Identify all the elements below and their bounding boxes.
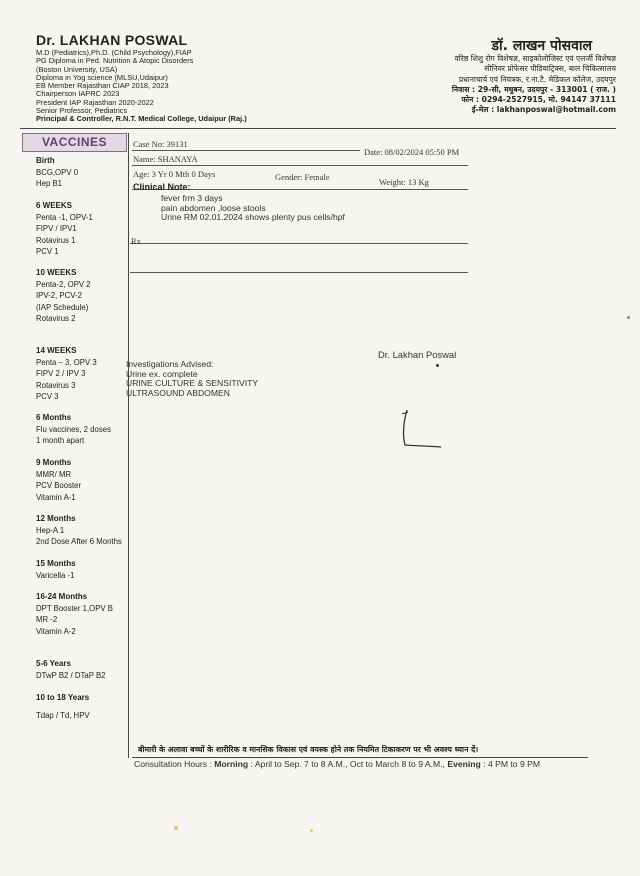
rx-rule [130, 272, 468, 273]
vaccine-item: PCV 3 [36, 392, 59, 401]
vaccine-item: PCV Booster [36, 481, 82, 490]
clinical-rule [130, 243, 468, 244]
doctor-qualifications [36, 49, 286, 124]
morning-label: Morning [214, 759, 249, 769]
clinical-note-title: Clinical Note: [133, 182, 191, 192]
vaccine-group-head: 12 Months [36, 514, 76, 523]
vaccine-group-head: Birth [36, 156, 55, 165]
signature-name: Dr. Lakhan Poswal [378, 349, 457, 360]
vaccine-item: Flu vaccines, 2 doses [36, 424, 111, 434]
qualification-line: Diploma in Yog science (MLSU,Udaipur) [36, 72, 168, 82]
morning-hours: : April to Sep. 7 to 8 A.M., Oct to March 8 to 9 A.M., [250, 759, 445, 769]
clinical-note-line: pain abdomen ,loose stools [161, 202, 266, 213]
evening-label: Evening [447, 759, 481, 769]
scan-speck [174, 826, 178, 830]
vaccine-group [36, 457, 81, 503]
investigation-item: URINE CULTURE & SENSITIVITY [126, 378, 259, 389]
qualification-line: EB Member Rajasthan CIAP 2018, 2023 [36, 81, 169, 91]
ink-dot [436, 364, 439, 367]
case-number: Case No: 39131 [133, 139, 188, 149]
patient-gender: Gender: Female [275, 172, 330, 182]
vaccine-group-head: 14 WEEKS [36, 346, 77, 355]
vaccine-item: Penta -1, OPV-1 [36, 212, 93, 222]
case-rule [132, 150, 360, 151]
vaccine-item: (IAP Schedule) [36, 302, 89, 312]
visit-date: Date: 08/02/2024 05:50 PM [364, 147, 460, 157]
vaccine-item: DTwP B2 / DTaP B2 [36, 670, 106, 680]
clinical-notes [161, 194, 345, 223]
vaccine-item: MR -2 [36, 615, 58, 624]
vaccine-item: Varicella -1 [36, 570, 75, 580]
vaccine-group [36, 155, 78, 190]
vaccine-item: Rotavirus 1 [36, 235, 76, 245]
vaccine-group-head: 10 to 18 Years [36, 693, 90, 702]
hindi-address: निवास : 29-सी, मधुबन, उदयपुर - 313001 ( राज. ) [451, 84, 616, 94]
qualification-line: Senior Professor, Pediatrics [36, 106, 128, 116]
vaccine-item: Tdap / Td, HPV [36, 710, 90, 720]
vaccine-group-head: 6 Months [36, 413, 72, 422]
doctor-position: Principal & Controller, R.N.T. Medical College, Udaipur (Raj.) [36, 114, 247, 124]
vaccine-item: FIPV 2 / IPV 3 [36, 369, 86, 378]
vaccine-group [36, 558, 76, 581]
qualification-line: (Boston University, USA) [36, 64, 118, 74]
scan-speck [627, 316, 630, 319]
vaccine-item: BCG,OPV 0 [36, 167, 79, 177]
hindi-line: वरिष्ठ शिशु रोग विशेषज्ञ, साइकोलोजिस्ट एवं एलर्जी विशेषज्ञ [454, 54, 616, 63]
evening-hours: : 4 PM to 9 PM [483, 759, 541, 769]
vaccine-group [36, 658, 105, 681]
vaccine-group [36, 200, 93, 258]
footer-rule [132, 757, 588, 758]
patient-weight: Weight: 13 Kg [379, 177, 429, 187]
qualification-line: President IAP Rajasthan 2020-2022 [36, 97, 154, 107]
vaccine-group-head: 15 Months [36, 559, 76, 568]
investigation-item: ULTRASOUND ABDOMEN [126, 387, 230, 398]
vaccine-item: Hep B1 [36, 179, 63, 188]
vaccine-item: Penta – 3, OPV 3 [36, 357, 97, 367]
patient-age: Age: 3 Yr 0 Mth 0 Days [133, 169, 216, 179]
vaccine-group-head: 5-6 Years [36, 659, 71, 668]
vaccine-group [36, 267, 91, 325]
vaccine-group-head: 10 WEEKS [36, 268, 77, 277]
hindi-line: सीनियर प्रोफेसर पीडियाट्रिक्स, बाल चिकित्सालय [484, 64, 616, 74]
vaccine-item: Vitamin A-1 [36, 492, 76, 502]
vaccine-item: DPT Booster 1,OPV B [36, 603, 113, 613]
vaccine-group-head: 6 WEEKS [36, 201, 73, 210]
clinical-note-line: Urine RM 02.01.2024 shows plenty pus cells/hpf [161, 212, 345, 223]
qualification-line: M.D (Pediatrics),Ph.D. (Child Psychology),FIAP [36, 48, 192, 57]
vaccine-group [36, 692, 90, 721]
email: ई-मेल : lakhanposwal@hotmail.com [471, 105, 616, 115]
sidebar-divider [128, 133, 129, 758]
vaccine-item: Vitamin A-2 [36, 626, 76, 636]
vaccine-item: 2nd Dose After 6 Months [36, 537, 122, 546]
vaccine-group [36, 345, 97, 403]
consultation-hours [134, 759, 540, 769]
clinical-note-line: fever frm 3 days [161, 193, 223, 203]
doctor-name: Dr. LAKHAN POSWAL [36, 32, 188, 48]
vaccine-item: FIPV / IPV1 [36, 224, 77, 233]
vaccine-item: PCV 1 [36, 247, 59, 256]
hindi-phone: फोन : 0294-2527915, मो. 94147 37111 [461, 95, 616, 105]
vaccine-group-head: 9 Months [36, 458, 72, 467]
vaccine-item: IPV-2, PCV-2 [36, 291, 82, 300]
vaccine-item: MMR/ MR [36, 469, 72, 479]
investigations [126, 360, 258, 398]
consult-label: Consultation Hours : [134, 759, 212, 769]
investigations-title: Investigations Advised: [126, 359, 214, 369]
scan-speck [310, 829, 313, 832]
vaccine-item: Rotavirus 2 [36, 314, 76, 323]
hindi-line: प्रधानाचार्य एवं नियंत्रक, र.ना.टै. मेडिकल कॉलेज, उदयपुर [458, 74, 616, 84]
qualification-line: PG Diploma in Ped. Nutrition & Atopic Disorders [36, 56, 194, 66]
qualification-line: Chairperson IAPRC 2023 [36, 89, 120, 99]
vaccine-item: Rotavirus 3 [36, 380, 76, 390]
footer-hindi-note: बीमारी के अलावा बच्चों के शारीरिक व मानसिक विकास एवं वयस्क होने तक नियमित टिकाकरण पर भी अवश्य ध्यान दें। [138, 745, 479, 754]
vaccine-item: 1 month apart [36, 436, 85, 445]
name-rule [132, 165, 468, 166]
vaccine-group [36, 591, 113, 637]
hindi-details [452, 54, 616, 116]
rx-label: Rx [131, 236, 141, 246]
vaccine-group [36, 412, 111, 447]
vaccine-group [36, 513, 122, 548]
vaccine-group-head: 16-24 Months [36, 592, 88, 601]
pen-mark [398, 404, 448, 454]
patient-name: Name: SHANAYA [133, 154, 198, 164]
vaccines-title: VACCINES [22, 133, 127, 152]
doctor-name-hindi: डॉ. लाखन पोसवाल [491, 38, 592, 54]
header-divider [20, 128, 616, 129]
vaccine-item: Penta-2, OPV 2 [36, 279, 91, 289]
vaccine-item: Hep-A 1 [36, 525, 65, 535]
investigation-item: Urine ex. complete [126, 368, 198, 379]
